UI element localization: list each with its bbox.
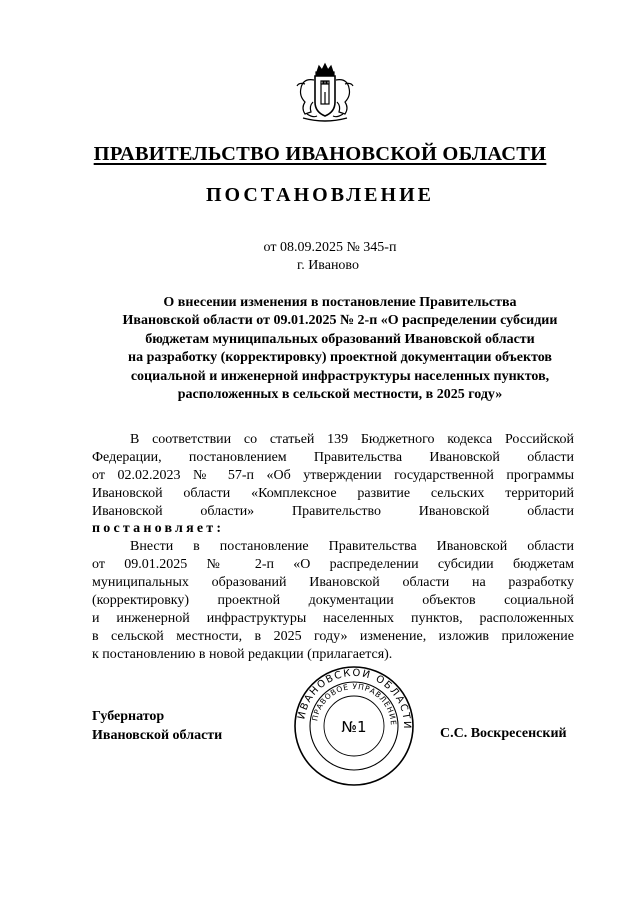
subject-line: О внесении изменения в постановление Правительства <box>163 295 517 310</box>
body-line: к постановлению в новой редакции (прилагается). <box>92 646 393 662</box>
document-type: ПОСТАНОВЛЕНИЕ <box>206 184 434 206</box>
stamp-number: №1 <box>341 718 367 736</box>
subject-line: расположенных в сельской местности, в 2025 году» <box>177 387 503 403</box>
official-stamp <box>292 664 416 788</box>
coat-of-arms-icon <box>293 62 357 124</box>
position-line: Ивановской области <box>92 727 223 743</box>
body-line: Федерации, постановлением Правительства Ивановской области <box>92 449 574 465</box>
body-line: и инженерной инфраструктуры населенных пунктов, расположенных <box>92 610 574 626</box>
body-line: (корректировку) проектной документации объектов социальной <box>92 593 574 609</box>
stamp-outer-text: ИВАНОВСКОЙ ОБЛАСТИ <box>296 667 413 731</box>
decree-word: постановляет: <box>92 521 225 537</box>
stamp-inner-text: ПРАВОВОЕ УПРАВЛЕНИЕ <box>310 681 399 727</box>
body-line: Внести в постановление Правительства Ивановской области <box>130 539 574 555</box>
position-line: Губернатор <box>92 709 165 724</box>
signatory-name: С.С. Воскресенский <box>440 726 567 741</box>
body-line: муниципальных образований Ивановской области на разработку <box>92 575 574 591</box>
body-line: В соответствии со статьей 139 Бюджетного кодекса Российской <box>130 432 574 447</box>
document-city: г. Иваново <box>297 258 359 273</box>
subject-line: Ивановской области от 09.01.2025 № 2-п «О распределении субсидии <box>122 313 558 329</box>
subject-line: бюджетам муниципальных образований Ивановской области <box>145 331 535 347</box>
document-date-number: от 08.09.2025 № 345-п <box>263 240 397 255</box>
body-line: от 09.01.2025 № 2-п «О распределении субсидии бюджетам <box>92 557 574 573</box>
signatory-position <box>92 708 222 745</box>
subject-line: на разработку (корректировку) проектной документации объектов <box>128 350 552 366</box>
document-body <box>92 431 574 664</box>
body-line: в сельской местности, в 2025 году» изменение, изложив приложение <box>92 628 574 644</box>
body-line: Ивановской области «Комплексное развитие сельских территорий <box>92 485 574 501</box>
body-line: от 02.02.2023 № 57-п «Об утверждении государственной программы <box>92 467 574 483</box>
subject-line: социальной и инженерной инфраструктуры населенных пунктов, <box>130 368 550 384</box>
document-subject <box>100 294 580 404</box>
government-title: ПРАВИТЕЛЬСТВО ИВАНОВСКОЙ ОБЛАСТИ <box>93 143 547 165</box>
body-line: Ивановской области» Правительство Ивановской области <box>92 503 574 519</box>
